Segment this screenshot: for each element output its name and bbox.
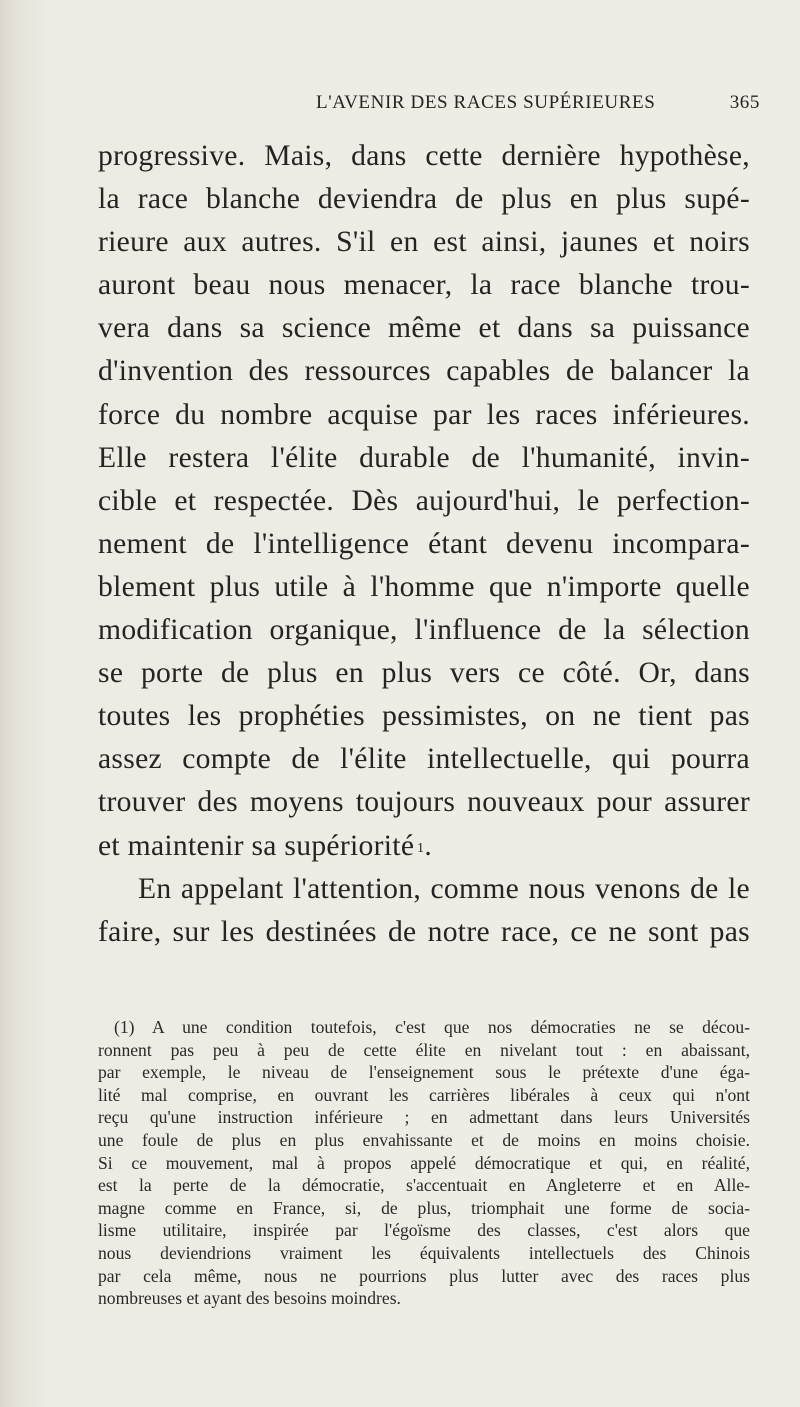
text-line: se porte de plus en plus vers ce côté. Or, dans [98,657,750,690]
text-line: nement de l'intelligence étant devenu incompara- [98,527,750,560]
footnote-line: reçu qu'une instruction inférieure ; en admettant dans leurs Universités [98,1107,750,1128]
text-line: assez compte de l'élite intellectuelle, qui pourra [98,743,750,776]
footnote-line: par exemple, le niveau de l'enseignement sous le prétexte d'une éga- [98,1062,750,1083]
main-text [98,135,750,954]
running-head: L'AVENIR DES RACES SUPÉRIEURES [316,92,656,113]
text-line: progressive. Mais, dans cette dernière hypothèse, [98,140,750,172]
text-line: force du nombre acquise par les races inférieures. [98,398,750,431]
text-line-with-footnote-ref [98,825,750,868]
text-line: vera dans sa science même et dans sa puissance [98,312,750,345]
footnote-line: une foule de plus en plus envahissante et de moins en moins choisie. [98,1129,750,1150]
text-line: modification organique, l'influence de la sélection [98,614,750,647]
text-line: faire, sur les destinées de notre race, ce ne sont pas [98,915,750,948]
text-line: toutes les prophéties pessimistes, on ne tient pas [98,700,750,733]
sentence-end: . [424,829,433,862]
footnote-line: ronnent pas peu à peu de cette élite en nivelant tout : en abaissant, [98,1039,750,1060]
footnote-line: est la perte de la démocratie, s'accentuait en Angleterre et en Alle- [98,1175,750,1196]
page-header [316,92,770,122]
text-line-content: et maintenir sa supériorité [98,829,415,862]
text-line: trouver des moyens toujours nouveaux pour assurer [98,786,750,819]
footnote-line: par cela même, nous ne pourrions plus lutter avec des races plus [98,1265,750,1286]
text-line: rieure aux autres. S'il en est ainsi, jaunes et noirs [98,226,750,259]
text-line: d'invention des ressources capables de balancer la [98,355,750,388]
footnote-line: nombreuses et ayant des besoins moindres. [98,1288,401,1309]
footnote-line: Si ce mouvement, mal à propos appelé démocratique et qui, en réalité, [98,1152,750,1173]
footnote-line: lité mal comprise, en ouvrant les carrières libérales à ceux qui n'ont [98,1084,750,1105]
footnote-line: lisme utilitaire, inspirée par l'égoïsme des classes, c'est alors que [98,1220,750,1241]
footnote-line: magne comme en France, si, de plus, triomphait une forme de socia- [98,1197,750,1218]
text-line: blement plus utile à l'homme que n'importe quelle [98,570,750,603]
page-number: 365 [729,92,760,113]
text-line: cible et respectée. Dès aujourd'hui, le perfection- [98,484,750,517]
text-line: la race blanche deviendra de plus en plus supé- [98,183,750,216]
footnote-line: nous deviendrions vraiment les équivalents intellectuels des Chinois [98,1242,750,1263]
footnote [98,1016,750,1310]
footnote-line: (1) A une condition toutefois, c'est que nos démocraties ne se décou- [114,1017,750,1037]
text-line: auront beau nous menacer, la race blanche trou- [98,269,750,302]
text-line-paragraph-start: En appelant l'attention, comme nous venons de le [138,872,750,905]
text-line: Elle restera l'élite durable de l'humanité, invin- [98,441,750,474]
footnote-reference[interactable]: 1 [417,840,425,856]
